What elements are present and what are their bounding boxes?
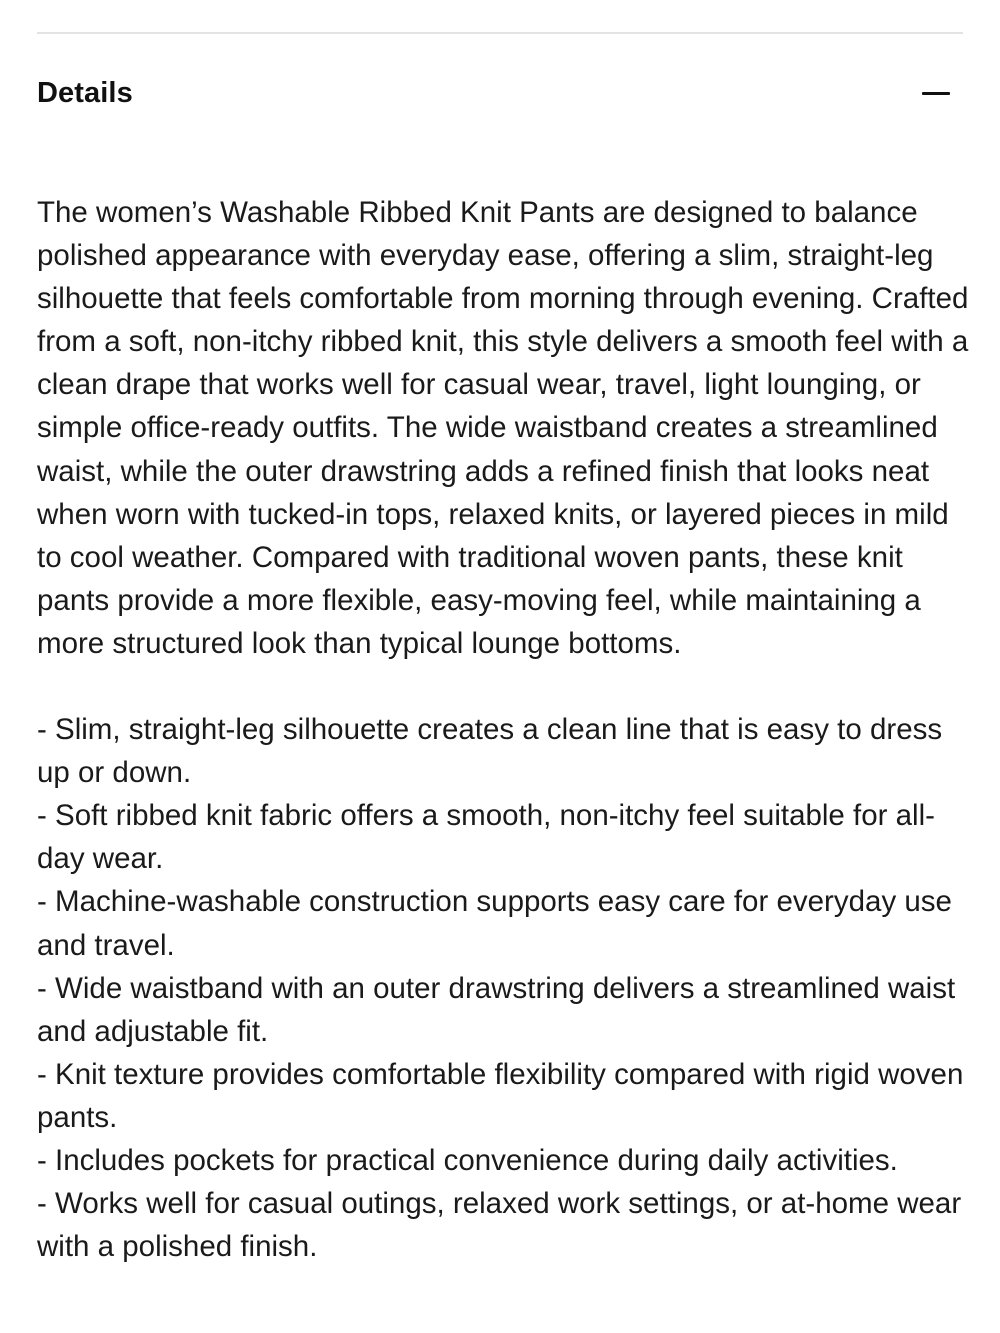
product-description: The women’s Washable Ribbed Knit Pants are designed to balance polished appearance with everyday ease, offering a slim, straight-leg silhouette that feels comfortable from morning through evening. Crafted from a soft, non-itchy ribbed knit, this style delivers a smooth feel with a clean drape that works well for casual wear, travel, light lounging, or simple office-ready outfits. The wide waistband creates a streamlined waist, while the outer drawstring adds a refined finish that looks neat when worn with tucked-in tops, relaxed knits, or layered pieces in mild to cool weather. Compared with traditional woven pants, these knit pants provide a more flexible, easy-moving feel, while maintaining a more structured look than typical lounge bottoms.: [37, 196, 969, 660]
details-content: [37, 191, 972, 1268]
feature-item: - Includes pockets for practical convenience during daily activities.: [37, 1143, 898, 1177]
feature-item: - Wide waistband with an outer drawstring delivers a streamlined waist and adjustable fit.: [37, 971, 956, 1048]
feature-item: - Machine-washable construction supports easy care for everyday use and travel.: [37, 885, 952, 962]
feature-list: [37, 708, 972, 1268]
section-divider: [37, 32, 963, 34]
details-accordion-header[interactable]: [37, 70, 963, 116]
feature-item: - Works well for casual outings, relaxed work settings, or at-home wear with a polished finish.: [37, 1187, 962, 1264]
feature-item: - Slim, straight-leg silhouette creates a clean line that is easy to dress up or down.: [37, 713, 943, 790]
minus-icon[interactable]: [920, 78, 950, 108]
feature-item: - Soft ribbed knit fabric offers a smooth, non-itchy feel suitable for all-day wear.: [37, 799, 935, 876]
details-title: Details: [37, 76, 133, 109]
feature-item: - Knit texture provides comfortable flexibility compared with rigid woven pants.: [37, 1057, 964, 1134]
minus-bar: [922, 92, 950, 95]
